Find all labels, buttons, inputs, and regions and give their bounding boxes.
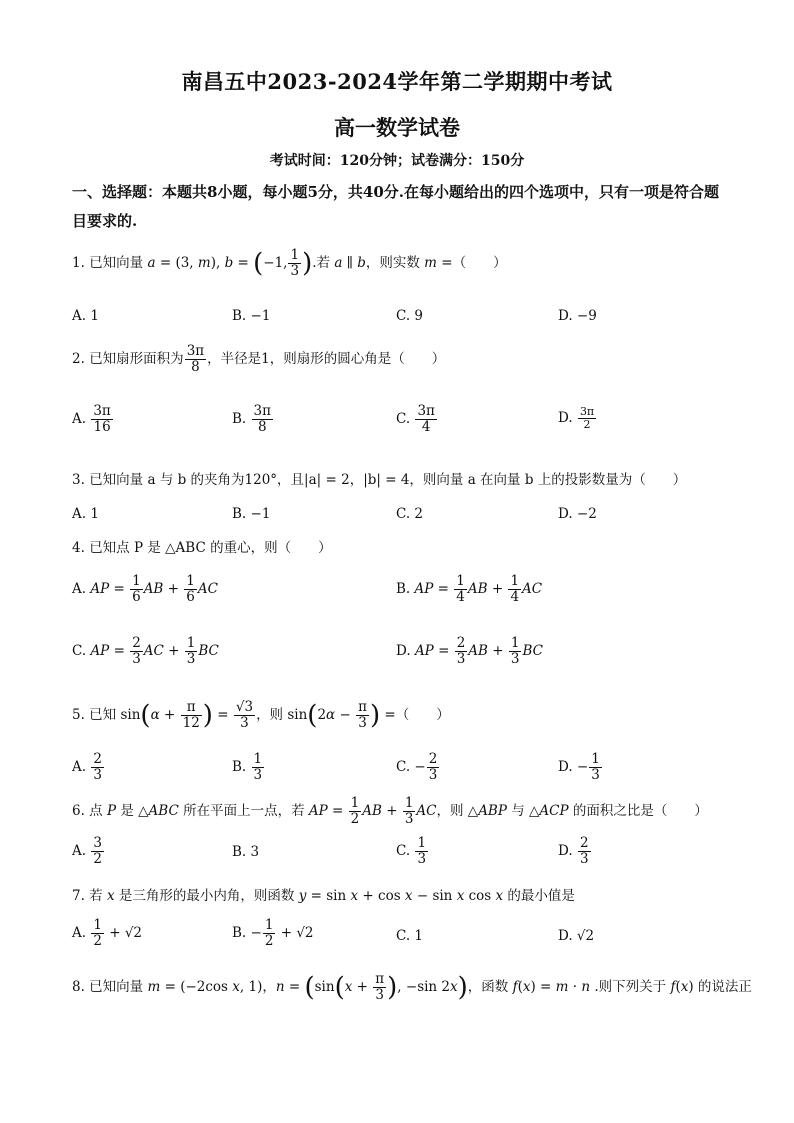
q5-option-d: D. − $\frac{1}{3}$ (558, 751, 600, 783)
q7-option-a: A. $\frac{1}{2}$ + √2 (72, 917, 143, 949)
q3-option-b: B. −1 (232, 506, 271, 522)
q7-option-c: C. 1 (396, 928, 424, 944)
q4-option-a: A. AP = $\frac{1}{6}$ AB + $\frac{1}{6}$ AC (72, 573, 218, 605)
q2-option-a: A. $\frac{3\pi}{16}$ (72, 403, 111, 435)
q5-option-c: C. − $\frac{2}{3}$ (396, 751, 438, 783)
question-8: 8. 已知向量 m = (−2cos x, 1)，n = (sin(x + $\frac{\pi}{3}$ ), −sin 2x)，函数 f(x) = m · n .则下列关于 f(x) 的说法正 (72, 971, 752, 1003)
question-3: 3. 已知向量 a 与 b 的夹角为120°，且|a| = 2，|b| = 4，则向量 a 在向量 b 上的投影数量为（ ） (72, 472, 687, 488)
q6-option-a: A. $\frac{3}{2}$ (72, 835, 102, 867)
q4-option-c: C. AP = $\frac{2}{3}$ AC + $\frac{1}{3}$ BC (72, 635, 219, 667)
q6-option-b: B. 3 (232, 844, 260, 860)
q1-option-a: A. 1 (72, 308, 99, 324)
q1-option-b: B. −1 (232, 308, 271, 324)
question-2: 2. 已知扇形面积为 $\frac{3\pi}{8}$ ，半径是1，则扇形的圆心角是（ ） (72, 343, 446, 375)
q5-option-a: A. $\frac{2}{3}$ (72, 751, 102, 783)
q1-option-c: C. 9 (396, 308, 424, 324)
q2-option-b: B. $\frac{3\pi}{8}$ (232, 403, 271, 435)
q7-option-d: D. √2 (558, 928, 595, 944)
q5-option-b: B. $\frac{1}{3}$ (232, 751, 263, 783)
q1-option-d: D. −9 (558, 308, 597, 324)
question-4: 4. 已知点 P 是 △ABC 的重心，则（ ） (72, 540, 332, 556)
q3-option-d: D. −2 (558, 506, 597, 522)
q4-option-b: B. AP = $\frac{1}{4}$ AB + $\frac{1}{4}$ AC (396, 573, 543, 605)
q4-option-d: D. AP = $\frac{2}{3}$ AB + $\frac{1}{3}$ BC (396, 635, 543, 667)
q6-option-c: C. $\frac{1}{3}$ (396, 835, 427, 867)
section-heading: 一、选择题：本题共8小题，每小题5分，共40分.在每小题给出的四个选项中，只有一项是符合题目要求的. (72, 183, 719, 230)
exam-title: 南昌五中2023-2024学年第二学期期中考试 (181, 69, 613, 94)
q6-option-d: D. $\frac{2}{3}$ (558, 835, 589, 867)
question-1: 1. 已知向量 a = (3, m), b = (−1, $\frac{1}{3}$ ).若 a ∥ b，则实数 m =（ ） (72, 247, 507, 279)
q2-option-d: D. $\frac{3\pi}{2}$ (558, 405, 595, 432)
question-6: 6. 点 P 是 △ABC 所在平面上一点，若 AP = $\frac{1}{2}$ AB + $\frac{1}{3}$ AC，则 △ABP 与 △ACP 的面积之比是（ ） (72, 795, 708, 827)
q2-option-c: C. $\frac{3\pi}{4}$ (396, 403, 435, 435)
q3-option-a: A. 1 (72, 506, 99, 522)
question-7: 7. 若 x 是三角形的最小内角，则函数 y = sin x + cos x − sin x cos x 的最小值是 (72, 888, 575, 904)
exam-info: 考试时间：120分钟；试卷满分：150分 (269, 153, 525, 169)
exam-subtitle: 高一数学试卷 (334, 115, 460, 140)
question-5: 5. 已知 sin(α + $\frac{\pi}{12}$ ) = $\frac{√3}{3}$ ，则 sin(2α − $\frac{\pi}{3}$ ) =（ ） (72, 699, 450, 731)
q7-option-b: B. − $\frac{1}{2}$ + √2 (232, 917, 314, 949)
q3-option-c: C. 2 (396, 506, 424, 522)
